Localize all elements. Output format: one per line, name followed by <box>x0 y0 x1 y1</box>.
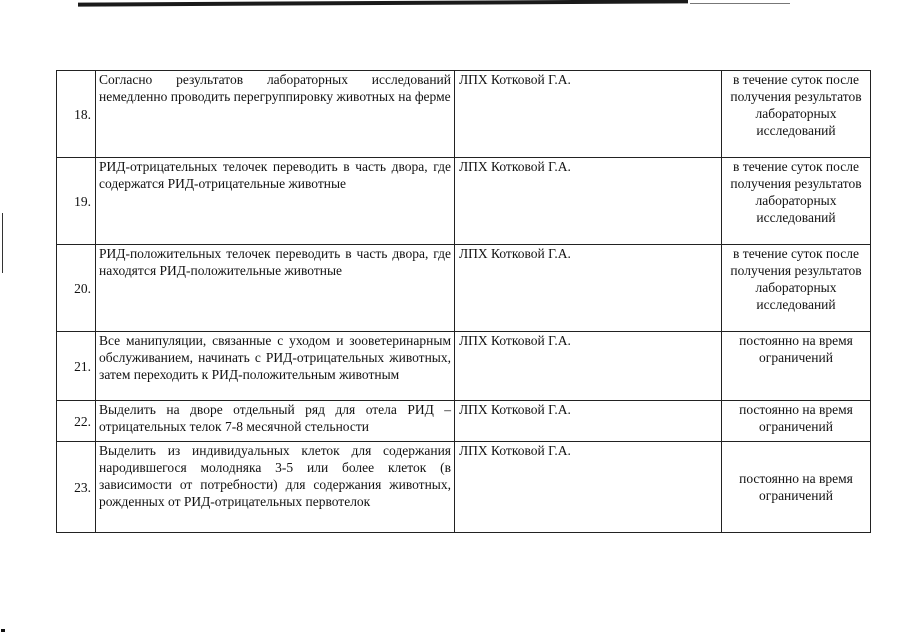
measures-table <box>56 70 871 533</box>
responsible-party: ЛПХ Котковой Г.А. <box>455 332 722 401</box>
table-row <box>57 332 871 401</box>
measure-text <box>96 332 455 401</box>
row-number: 23. <box>57 442 96 533</box>
measure-text <box>96 401 455 442</box>
page-top-rule-tail <box>690 3 790 4</box>
measure-text-content: Согласно результатов лабораторных исследований немедленно проводить перегруппировку животных на ферме <box>99 72 451 104</box>
execution-term: в течение суток после получения результатов лабораторных исследований <box>722 158 871 245</box>
measure-text-content: Выделить на дворе отдельный ряд для отела РИД – отрицательных телок 7-8 месячной стельности <box>99 402 451 434</box>
table-row <box>57 401 871 442</box>
execution-term: постоянно на время ограничений <box>722 401 871 442</box>
row-number: 21. <box>57 332 96 401</box>
execution-term: в течение суток после получения результатов лабораторных исследований <box>722 71 871 158</box>
responsible-party: ЛПХ Котковой Г.А. <box>455 71 722 158</box>
table-row <box>57 245 871 332</box>
measure-text <box>96 245 455 332</box>
measure-text-content: Выделить из индивидуальных клеток для содержания народившегося молодняка 3-5 или более клеток (в зависимости от потребности) для содержания животных, рожденных от РИД-отрицательных первотелок <box>99 443 451 509</box>
page-top-rule <box>78 0 688 7</box>
responsible-party: ЛПХ Котковой Г.А. <box>455 442 722 533</box>
row-number: 20. <box>57 245 96 332</box>
measure-text <box>96 158 455 245</box>
row-number: 19. <box>57 158 96 245</box>
measure-text-content: Все манипуляции, связанные с уходом и зооветеринарным обслуживанием, начинать с РИД-отрицательных животных, затем переходить к РИД-положительным животным <box>99 333 451 382</box>
execution-term: в течение суток после получения результатов лабораторных исследований <box>722 245 871 332</box>
execution-term: постоянно на время ограничений <box>722 442 871 533</box>
responsible-party: ЛПХ Котковой Г.А. <box>455 245 722 332</box>
scan-margin-mark <box>2 213 3 273</box>
measure-text <box>96 442 455 533</box>
measure-text-content: РИД-отрицательных телочек переводить в часть двора, где содержатся РИД-отрицательные животные <box>99 159 451 191</box>
responsible-party: ЛПХ Котковой Г.А. <box>455 401 722 442</box>
measure-text-content: РИД-положительных телочек переводить в часть двора, где находятся РИД-положительные животные <box>99 246 451 278</box>
responsible-party: ЛПХ Котковой Г.А. <box>455 158 722 245</box>
table-row <box>57 158 871 245</box>
measure-text <box>96 71 455 158</box>
row-number: 22. <box>57 401 96 442</box>
execution-term: постоянно на время ограничений <box>722 332 871 401</box>
table-row <box>57 71 871 158</box>
table-row <box>57 442 871 533</box>
scan-dot-mark <box>1 629 5 632</box>
row-number: 18. <box>57 71 96 158</box>
